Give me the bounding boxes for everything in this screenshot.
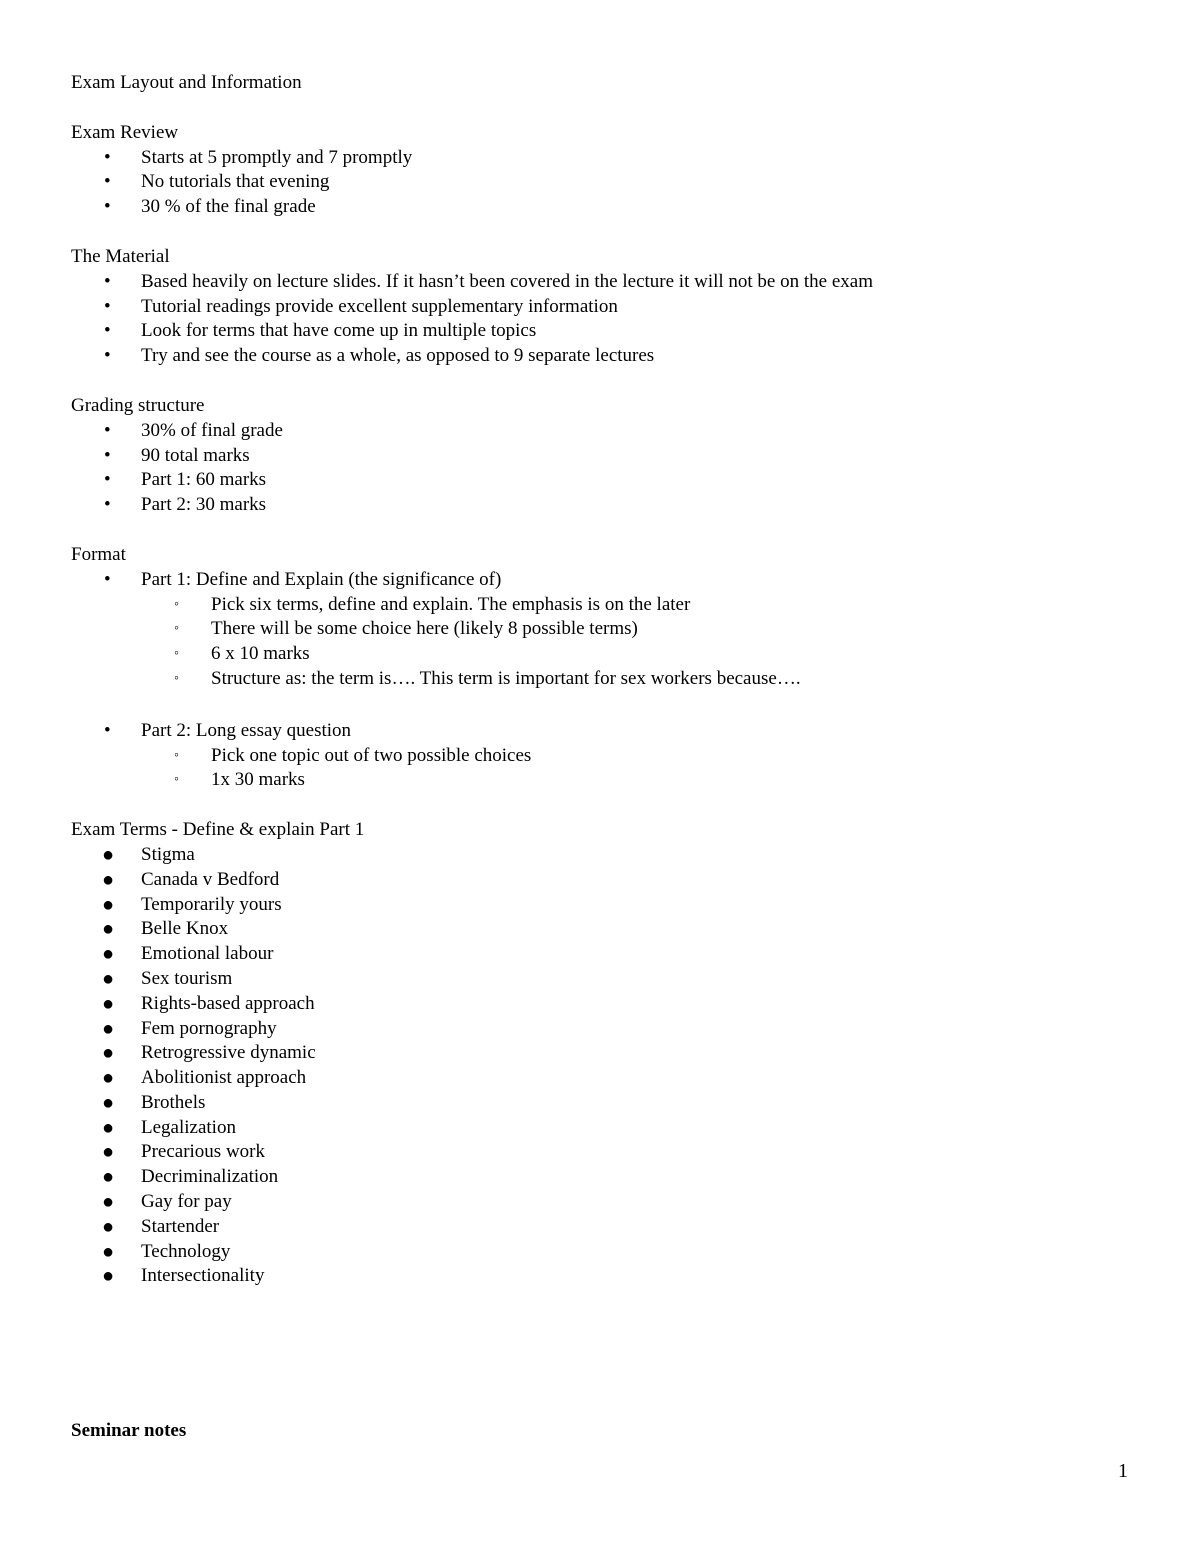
- term-text: Emotional labour: [141, 943, 274, 965]
- filled-bullet-icon: ●: [102, 1265, 115, 1288]
- circle-bullet-icon: ◦: [174, 670, 179, 686]
- term-item: [71, 843, 1131, 868]
- filled-bullet-icon: ●: [102, 1215, 115, 1238]
- term-text: Startender: [141, 1215, 220, 1237]
- format-list-part2: [71, 719, 1131, 793]
- filled-bullet-icon: ●: [102, 868, 115, 891]
- filled-bullet-icon: ●: [102, 1091, 115, 1114]
- grading-section: [71, 394, 1131, 518]
- list-item: • Based heavily on lecture slides. If it hasn’t been covered in the lecture it will not be on the exam: [71, 270, 1131, 295]
- filled-bullet-icon: ●: [102, 1240, 115, 1263]
- bullet-icon: •: [104, 320, 111, 342]
- term-item: [71, 1190, 1131, 1215]
- term-item: [71, 1140, 1131, 1165]
- term-item: [71, 1017, 1131, 1042]
- filled-bullet-icon: ●: [102, 1141, 115, 1164]
- term-item: [71, 1066, 1131, 1091]
- part2-sublist: [141, 744, 1131, 794]
- term-text: Rights-based approach: [141, 992, 315, 1014]
- bullet-icon: •: [104, 568, 111, 590]
- bullet-icon: •: [104, 719, 111, 741]
- list-item: • Look for terms that have come up in multiple topics: [71, 319, 1131, 344]
- term-text: Temporarily yours: [141, 893, 282, 915]
- filled-bullet-icon: ●: [102, 893, 115, 916]
- list-item: • 90 total marks: [71, 444, 1131, 469]
- term-item: [71, 942, 1131, 967]
- list-item: • Part 2: Long essay question ◦ Pick one topic out of two possible choices ◦ 1x 30 marks: [71, 719, 1131, 793]
- bullet-icon: •: [104, 196, 111, 218]
- term-text: Intersectionality: [141, 1265, 265, 1287]
- circle-bullet-icon: ◦: [174, 596, 179, 612]
- term-item: [71, 992, 1131, 1017]
- material-section: [71, 245, 1131, 369]
- part1-sublist: [141, 593, 1131, 692]
- list-item: • 30 % of the final grade: [71, 195, 1131, 220]
- list-item: • Try and see the course as a whole, as opposed to 9 separate lectures: [71, 344, 1131, 369]
- bullet-icon: •: [104, 469, 111, 491]
- term-item: [71, 1264, 1131, 1289]
- exam-review-list: [71, 146, 1131, 220]
- term-item: [71, 1091, 1131, 1116]
- grading-heading: Grading structure: [71, 394, 205, 416]
- sub-list-item: ◦ Pick six terms, define and explain. The emphasis is on the later: [141, 593, 1131, 618]
- list-item: • Starts at 5 promptly and 7 promptly: [71, 146, 1131, 171]
- term-item: [71, 1165, 1131, 1190]
- filled-bullet-icon: ●: [102, 1116, 115, 1139]
- circle-bullet-icon: ◦: [174, 772, 179, 788]
- list-item: • Part 1: Define and Explain (the significance of) ◦ Pick six terms, define and explain. The emphasis is on the later ◦ There will be some choice here (likely 8 possible terms) ◦ 6 x 10 marks ◦ Structure as: the term is…. This term is important for sex workers because….: [71, 568, 1131, 692]
- list-item: • No tutorials that evening: [71, 170, 1131, 195]
- term-text: Precarious work: [141, 1141, 265, 1163]
- bullet-icon: •: [104, 146, 111, 168]
- filled-bullet-icon: ●: [102, 1017, 115, 1040]
- filled-bullet-icon: ●: [102, 992, 115, 1015]
- term-item: [71, 1041, 1131, 1066]
- seminar-notes-heading: Seminar notes: [71, 1420, 187, 1441]
- format-heading: Format: [71, 543, 126, 565]
- term-text: Technology: [141, 1240, 231, 1262]
- format-section: [71, 543, 1131, 793]
- filled-bullet-icon: ●: [102, 1042, 115, 1065]
- terms-section: [71, 818, 1131, 1289]
- bullet-icon: •: [104, 295, 111, 317]
- sub-list-item: ◦ There will be some choice here (likely 8 possible terms): [141, 617, 1131, 642]
- term-item: [71, 1240, 1131, 1265]
- filled-bullet-icon: ●: [102, 943, 115, 966]
- term-text: Stigma: [141, 843, 195, 865]
- term-text: Fem pornography: [141, 1017, 277, 1039]
- format-list: [71, 568, 1131, 692]
- term-item: [71, 1215, 1131, 1240]
- filled-bullet-icon: ●: [102, 967, 115, 990]
- bullet-icon: •: [104, 419, 111, 441]
- circle-bullet-icon: ◦: [174, 646, 179, 662]
- bullet-icon: •: [104, 345, 111, 367]
- terms-list: [71, 843, 1131, 1289]
- filled-bullet-icon: ●: [102, 1191, 115, 1214]
- filled-bullet-icon: ●: [102, 918, 115, 941]
- material-heading: The Material: [71, 245, 170, 267]
- term-text: Legalization: [141, 1116, 236, 1138]
- circle-bullet-icon: ◦: [174, 621, 179, 637]
- circle-bullet-icon: ◦: [174, 747, 179, 763]
- term-text: Sex tourism: [141, 967, 233, 989]
- term-text: Retrogressive dynamic: [141, 1042, 316, 1064]
- bullet-icon: •: [104, 171, 111, 193]
- filled-bullet-icon: ●: [102, 1067, 115, 1090]
- list-item: • Part 2: 30 marks: [71, 493, 1131, 518]
- document-title: Exam Layout and Information: [71, 72, 302, 93]
- sub-list-item: ◦ Pick one topic out of two possible choices: [141, 744, 1131, 769]
- filled-bullet-icon: ●: [102, 1166, 115, 1189]
- exam-review-section: [71, 121, 1131, 220]
- bullet-icon: •: [104, 270, 111, 292]
- term-item: [71, 893, 1131, 918]
- material-list: [71, 270, 1131, 369]
- term-text: Belle Knox: [141, 918, 229, 940]
- term-text: Brothels: [141, 1091, 206, 1113]
- term-text: Decriminalization: [141, 1166, 279, 1188]
- sub-list-item: ◦ 1x 30 marks: [141, 768, 1131, 793]
- list-item: • Tutorial readings provide excellent supplementary information: [71, 295, 1131, 320]
- page-number: 1: [1118, 1460, 1128, 1482]
- exam-review-heading: Exam Review: [71, 121, 179, 143]
- term-text: Canada v Bedford: [141, 868, 280, 890]
- terms-heading: Exam Terms - Define & explain Part 1: [71, 819, 365, 841]
- list-item: • 30% of final grade: [71, 419, 1131, 444]
- sub-list-item: ◦ 6 x 10 marks: [141, 642, 1131, 667]
- bullet-icon: •: [104, 444, 111, 466]
- title-block: [71, 71, 1131, 96]
- filled-bullet-icon: ●: [102, 843, 115, 866]
- document-page: [71, 71, 1131, 1314]
- sub-list-item: ◦ Structure as: the term is…. This term is important for sex workers because….: [141, 667, 1131, 692]
- term-item: [71, 917, 1131, 942]
- term-item: [71, 1116, 1131, 1141]
- term-text: Gay for pay: [141, 1191, 232, 1213]
- term-item: [71, 868, 1131, 893]
- term-text: Abolitionist approach: [141, 1067, 307, 1089]
- grading-list: [71, 419, 1131, 518]
- list-item: • Part 1: 60 marks: [71, 468, 1131, 493]
- term-item: [71, 967, 1131, 992]
- bullet-icon: •: [104, 494, 111, 516]
